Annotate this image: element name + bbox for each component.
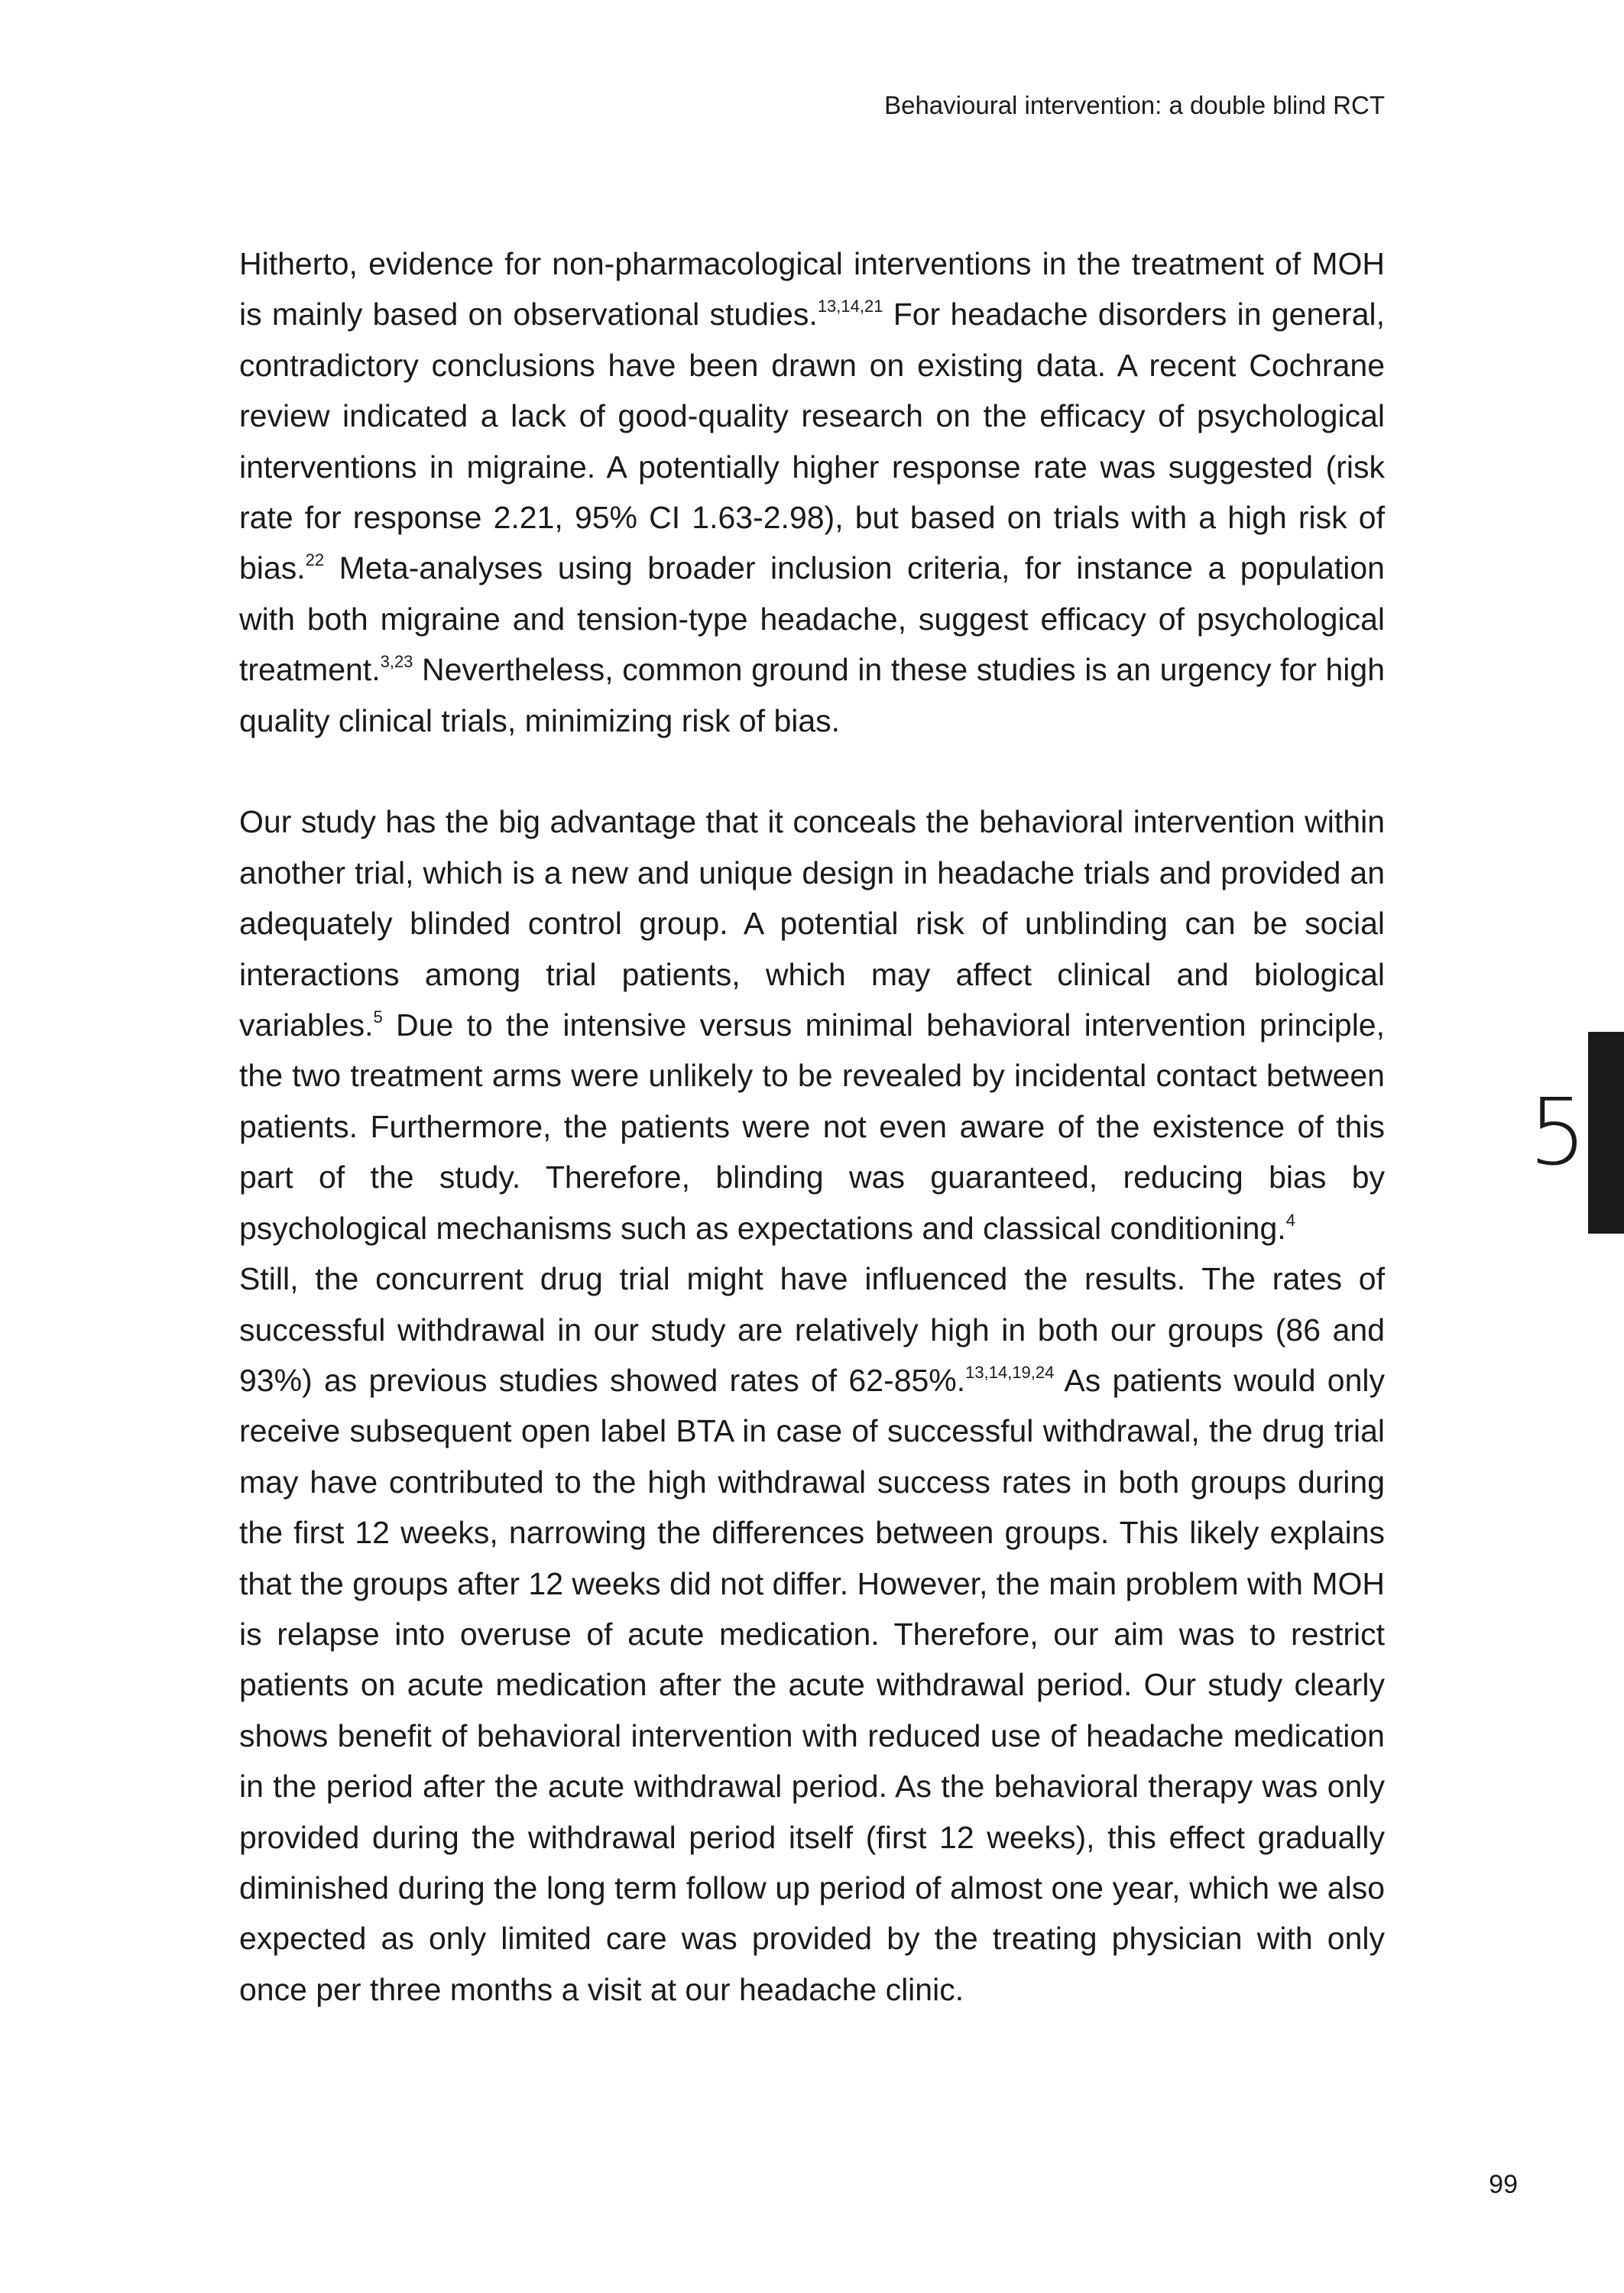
citation-superscript: 22: [305, 550, 325, 570]
paragraph-2-text-2: Due to the intensive versus minimal behavioral intervention principle, the two treatment arms were unlikely to be revealed by incidental contact between patients. Furthermore, the patients were not even aware of the existence of this part of the study. Therefore, blinding was guaranteed, reducing bias by psychological mechanisms such as expectations and classical conditioning.: [239, 1007, 1385, 1246]
running-header: Behavioural intervention: a double blind RCT: [884, 91, 1385, 119]
paragraph-3-text-1: Still, the concurrent drug trial might have influenced the results. The rates of successful withdrawal in our study are relatively high in both our groups (86 and 93%) as previous studies showed rates of 62-85%.: [239, 1261, 1385, 1398]
citation-superscript: 13,14,21: [817, 297, 883, 316]
paragraph-1-text-4: Nevertheless, common ground in these studies is an urgency for high quality clinical trials, minimizing risk of bias.: [239, 652, 1385, 738]
paragraph-1: [239, 238, 1385, 746]
paragraph-1-text-1: Hitherto, evidence for non-pharmacological interventions in the treatment of MOH is mainly based on observational studies.: [239, 246, 1385, 332]
paragraph-1-text-3: Meta-analyses using broader inclusion criteria, for instance a population with both migraine and tension-type headache, suggest efficacy of psychological treatment.: [239, 550, 1385, 688]
paragraph-3-text-2: As patients would only receive subsequent open label BTA in case of successful withdrawal, the drug trial may have contributed to the high withdrawal success rates in both groups during the first 12 weeks, narrowing the differences between groups. This likely explains that the groups after 12 weeks did not differ. However, the main problem with MOH is relapse into overuse of acute medication. Therefore, our aim was to restrict patients on acute medication after the acute withdrawal period. Our study clearly shows benefit of behavioral intervention with reduced use of headache medication in the period after the acute withdrawal period. As the behavioral therapy was only provided during the withdrawal period itself (first 12 weeks), this effect gradually diminished during the long term follow up period of almost one year, which we also expected as only limited care was provided by the treating physician with only once per three months a visit at our headache clinic.: [239, 1362, 1385, 2007]
paragraph-2: [239, 796, 1385, 1254]
chapter-thumb-tab: [1588, 1032, 1624, 1234]
citation-superscript: 4: [1285, 1210, 1295, 1230]
citation-superscript: 5: [373, 1007, 383, 1027]
citation-superscript: 3,23: [380, 652, 413, 672]
chapter-number: 5: [1528, 1080, 1587, 1186]
paragraph-2-text-1: Our study has the big advantage that it conceals the behavioral intervention within another trial, which is a new and unique design in headache trials and provided an adequately blinded control group. A potential risk of unblinding can be social interactions among trial patients, which may affect clinical and biological variables.: [239, 804, 1385, 1043]
paragraph-1-text-2: For headache disorders in general, contradictory conclusions have been drawn on existing data. A recent Cochrane review indicated a lack of good-quality research on the efficacy of psychological interventions in migraine. A potentially higher response rate was suggested (risk rate for response 2.21, 95% CI 1.63-2.98), but based on trials with a high risk of bias.: [239, 297, 1385, 586]
page-number: 99: [1489, 2170, 1518, 2199]
citation-superscript: 13,14,19,24: [965, 1362, 1055, 1382]
paragraph-3: [239, 1254, 1385, 2015]
body-text: [239, 238, 1385, 2015]
